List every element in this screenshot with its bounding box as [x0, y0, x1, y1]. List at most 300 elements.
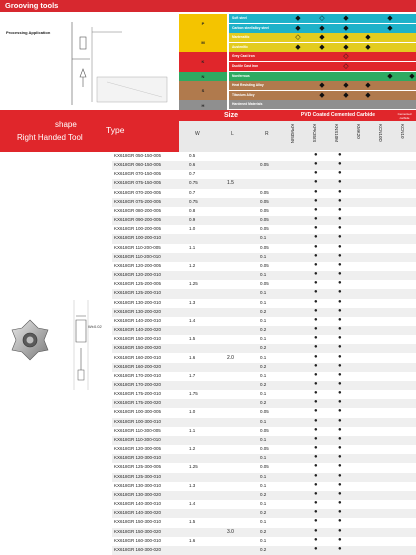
grade-mark-2: ● [338, 234, 342, 241]
r-cell: 0.1 [260, 354, 267, 360]
table-row [112, 509, 416, 518]
suitability-mark: ◆ [295, 15, 301, 22]
r-cell: 0.1 [260, 455, 267, 461]
grade-column-2: KPK35IS [312, 124, 317, 143]
type-cell: KX618GR 150-300-020 [114, 528, 162, 534]
grade-mark-2: ● [338, 152, 342, 158]
table-row [112, 262, 416, 271]
grade-mark-1: ● [314, 481, 318, 488]
r-cell: 0.05 [260, 262, 269, 268]
type-cell: KX618GR 175-200-010 [114, 391, 162, 397]
r-cell: 0.1 [260, 473, 267, 479]
type-cell: KX618GR 110-200-005 [114, 244, 161, 250]
type-cell: KX618GR 100-300-010 [114, 418, 162, 424]
table-row [112, 170, 416, 179]
type-cell: KX618GR 140-300-020 [114, 510, 162, 516]
grade-mark-1: ● [314, 454, 318, 461]
grade-mark-2: ● [338, 390, 342, 397]
suitability-mark: ◆ [365, 34, 371, 42]
r-cell: 0.1 [260, 519, 267, 525]
type-cell: KX618GR 110-300-010 [114, 436, 161, 442]
grade-mark-1: ● [314, 490, 318, 497]
grade-mark-2: ● [338, 252, 342, 259]
table-row [112, 344, 416, 353]
grade-mark-1: ● [314, 445, 318, 452]
w-cell: 1.0 [189, 226, 196, 232]
grade-mark-2: ● [338, 362, 342, 369]
grade-mark-2: ● [338, 307, 342, 314]
type-cell: KX618GR 060-150-005 [114, 162, 162, 168]
grade-mark-1: ● [314, 179, 318, 186]
r-cell: 0.1 [260, 253, 267, 259]
type-cell: KX618GR 070-200-005 [114, 189, 162, 195]
table-row [112, 445, 416, 454]
table-row [112, 463, 416, 472]
suitability-mark [357, 100, 379, 109]
material-name: Carbon steel/alloy steel [232, 25, 269, 30]
suitability-mark: ◆ [319, 24, 325, 32]
grade-mark-2: ● [338, 353, 342, 360]
type-cell: KX618GR 160-300-020 [114, 546, 162, 552]
grade-mark-2: ● [338, 454, 342, 461]
type-cell: KX618GR 100-300-005 [114, 409, 162, 415]
w-cell: 1.7 [189, 372, 196, 378]
r-cell: 0.1 [260, 418, 267, 424]
suitability-mark [379, 43, 401, 52]
grade-mark-2: ● [338, 509, 342, 516]
w-cell: 1.1 [189, 244, 196, 250]
r-cell: 0.2 [260, 381, 267, 387]
r-cell: 0.05 [260, 189, 269, 195]
table-row [112, 198, 416, 207]
w-cell: 1.2 [189, 446, 196, 452]
table-row [112, 381, 416, 390]
r-cell: 0.05 [260, 226, 269, 232]
w-cell: 1.6 [189, 354, 196, 360]
grade-mark-1: ● [314, 536, 318, 543]
material-name: Ductile Cast Iron [232, 64, 259, 68]
suitability-mark [287, 72, 309, 81]
table-row [112, 326, 416, 335]
type-cell: KX618GR 130-200-010 [114, 299, 162, 305]
suitability-mark [287, 91, 309, 100]
r-cell: 0.1 [260, 537, 267, 543]
type-cell: KX618GR 125-200-005 [114, 281, 162, 287]
grade-mark-1: ● [314, 417, 318, 424]
suitability-mark: ◆ [319, 91, 325, 99]
table-row [112, 244, 416, 253]
l-value: 3.0 [227, 528, 234, 535]
table-row [112, 271, 416, 280]
type-cell: KX618GR 110-300-005 [114, 427, 161, 433]
grade-column-1: KPM35IN [290, 124, 295, 144]
grade-mark-2: ● [338, 435, 342, 442]
r-cell: 0.05 [260, 244, 269, 250]
type-cell: KX618GR 140-300-010 [114, 501, 162, 507]
suitability-mark [357, 24, 379, 33]
grade-mark-2: ● [338, 170, 342, 177]
r-cell: 0.2 [260, 327, 267, 333]
w-cell: 1.25 [189, 464, 198, 470]
table-row [112, 253, 416, 262]
material-name: Grey Cast Iron [232, 54, 255, 59]
grade-mark-1: ● [314, 509, 318, 516]
type-cell: KX618GR 125-300-005 [114, 464, 162, 470]
grade-mark-2: ● [338, 298, 342, 305]
table-row [112, 518, 416, 527]
table-row [112, 390, 416, 399]
grade-mark-1: ● [314, 335, 318, 342]
suitability-mark [379, 33, 401, 42]
page-title: Grooving tools [5, 1, 59, 10]
table-row [112, 537, 416, 546]
r-cell: 0.05 [260, 446, 269, 452]
r-cell: 0.2 [260, 510, 267, 516]
r-cell: 0.2 [260, 546, 267, 552]
grade-mark-1: ● [314, 216, 318, 223]
r-cell: 0.1 [260, 272, 267, 278]
type-cell: KX618GR 150-200-020 [114, 345, 162, 351]
r-cell: 0.1 [260, 290, 267, 296]
grade-mark-1: ● [314, 280, 318, 287]
table-row [112, 216, 416, 225]
grade-mark-1: ● [314, 307, 318, 314]
r-cell: 0.1 [260, 436, 267, 442]
grade-mark-1: ● [314, 344, 318, 351]
table-row [112, 234, 416, 243]
insert-image [8, 318, 52, 362]
suitability-mark: ◆ [387, 72, 393, 80]
column-subheader [179, 121, 416, 152]
table-row [112, 189, 416, 198]
suitability-mark: ◆ [319, 43, 325, 51]
material-code-m: M [179, 33, 227, 52]
grade-mark-2: ● [338, 399, 342, 406]
grade-mark-2: ● [338, 261, 342, 268]
w-column-heading: W [195, 131, 200, 137]
type-cell: KX618GR 120-200-005 [114, 262, 162, 268]
table-row [112, 152, 416, 161]
l-column-heading: L [231, 131, 234, 137]
grade-mark-2: ● [338, 326, 342, 333]
type-cell: KX618GR 090-200-005 [114, 217, 162, 223]
type-cell: KX618GR 120-300-010 [114, 455, 162, 461]
type-cell: KX618GR 160-300-010 [114, 537, 162, 543]
suitability-mark [311, 62, 333, 71]
w-cell: 0.8 [189, 207, 196, 213]
table-row [112, 363, 416, 372]
type-cell: KX618GR 110-200-010 [114, 253, 161, 259]
grade-mark-2: ● [338, 243, 342, 250]
grade-mark-2: ● [338, 206, 342, 213]
grade-column-3: KNS10M [334, 124, 339, 143]
grade-mark-2: ● [338, 490, 342, 497]
material-name: Soft steel [232, 16, 247, 20]
grade-mark-1: ● [314, 390, 318, 397]
grade-mark-2: ● [338, 344, 342, 351]
grade-mark-2: ● [338, 481, 342, 488]
suitability-mark [379, 62, 401, 71]
r-cell: 0.1 [260, 235, 267, 241]
material-row [179, 81, 416, 90]
w-cell: 1.25 [189, 281, 198, 287]
grade-mark-2: ● [338, 518, 342, 525]
material-name: Austenitic [232, 44, 248, 49]
suitability-mark: ◆ [343, 43, 349, 51]
suitability-mark: ◆ [319, 34, 325, 42]
w-cell: 0.6 [189, 162, 196, 168]
material-name: Martensitic [232, 35, 250, 40]
r-cell: 0.1 [260, 317, 267, 323]
table-row [112, 308, 416, 317]
suitability-mark: ◆ [295, 24, 301, 32]
l-value: 2.0 [227, 354, 234, 361]
w-cell: 1.4 [189, 501, 196, 507]
grade-mark-2: ● [338, 500, 342, 507]
w-cell: 1.6 [189, 537, 196, 543]
table-row [112, 207, 416, 216]
r-cell: 0.05 [260, 464, 269, 470]
suitability-mark [311, 52, 333, 61]
grade-mark-2: ● [338, 417, 342, 424]
grade-mark-1: ● [314, 399, 318, 406]
grade-mark-2: ● [338, 161, 342, 168]
grade-mark-1: ● [314, 152, 318, 158]
r-cell: 0.1 [260, 501, 267, 507]
w-cell: 1.0 [189, 409, 196, 415]
table-row [112, 473, 416, 482]
table-row [112, 546, 416, 555]
w-cell: 1.2 [189, 262, 196, 268]
grade-mark-1: ● [314, 316, 318, 323]
r-cell: 0.05 [260, 409, 269, 415]
w-cell: 1.3 [189, 482, 196, 488]
grade-mark-1: ● [314, 188, 318, 195]
type-cell: KX618GR 150-300-010 [114, 519, 162, 525]
material-row [179, 72, 416, 81]
table-row [112, 280, 416, 289]
table-row [112, 408, 416, 417]
processing-application-drawing [62, 17, 176, 109]
grade-mark-2: ● [338, 426, 342, 433]
table-row [112, 372, 416, 381]
suitability-mark: ◆ [387, 24, 393, 32]
grade-mark-2: ● [338, 408, 342, 415]
grade-mark-2: ● [338, 445, 342, 452]
type-cell: KX618GR 125-200-010 [114, 290, 162, 296]
size-heading: Size [179, 110, 283, 121]
r-cell: 0.1 [260, 391, 267, 397]
type-cell: KX618GR 175-200-020 [114, 400, 162, 406]
type-cell: KX618GR 160-200-020 [114, 363, 162, 369]
type-heading: Type [106, 125, 125, 135]
material-row [179, 24, 416, 33]
grade-mark-1: ● [314, 362, 318, 369]
table-row [112, 482, 416, 491]
r-cell: 0.05 [260, 217, 269, 223]
r-cell: 0.1 [260, 482, 267, 488]
grade-mark-1: ● [314, 271, 318, 278]
material-row [179, 62, 416, 71]
table-row [112, 161, 416, 170]
suitability-mark: ◆ [365, 82, 371, 90]
type-cell: KX618GR 070-150-005 [114, 171, 162, 177]
material-code-p: P [179, 14, 227, 33]
r-cell: 0.1 [260, 336, 267, 342]
grade-mark-1: ● [314, 353, 318, 360]
grade-mark-2: ● [338, 463, 342, 470]
r-cell: 0.05 [260, 162, 269, 168]
suitability-mark [311, 100, 333, 109]
suitability-mark: ◇ [343, 53, 349, 61]
cemented-carbide-heading: Cemented carbide [393, 110, 416, 121]
type-cell: KX618GR 125-300-010 [114, 473, 162, 479]
w-tolerance-label: W±0.02 [88, 324, 102, 329]
material-row [179, 14, 416, 23]
suitability-mark: ◆ [343, 15, 349, 22]
grade-mark-2: ● [338, 472, 342, 479]
grade-column-5: KCN10D [378, 124, 383, 142]
suitability-mark: ◆ [343, 91, 349, 99]
suitability-mark [335, 100, 357, 109]
grade-mark-2: ● [338, 188, 342, 195]
grade-mark-2: ● [338, 289, 342, 296]
r-cell: 0.05 [260, 198, 269, 204]
type-cell: KX618GR 140-200-010 [114, 317, 162, 323]
grade-column-6: KCN10 [400, 124, 405, 139]
suitability-mark: ◆ [343, 24, 349, 32]
grade-mark-1: ● [314, 261, 318, 268]
suitability-mark [357, 52, 379, 61]
w-cell: 1.4 [189, 317, 196, 323]
table-row [112, 317, 416, 326]
suitability-mark [379, 91, 401, 100]
material-row [179, 91, 416, 100]
suitability-mark [287, 52, 309, 61]
type-cell: KX618GR 100-200-010 [114, 235, 162, 241]
r-column-heading: R [265, 131, 269, 137]
grade-mark-1: ● [314, 197, 318, 204]
table-row [112, 299, 416, 308]
type-cell: KX618GR 140-200-020 [114, 327, 162, 333]
grade-mark-2: ● [338, 380, 342, 387]
grade-mark-1: ● [314, 298, 318, 305]
r-cell: 0.1 [260, 299, 267, 305]
r-cell: 0.2 [260, 363, 267, 369]
r-cell: 0.1 [260, 372, 267, 378]
suitability-mark: ◇ [343, 63, 349, 70]
suitability-mark [335, 72, 357, 81]
suitability-mark: ◆ [295, 43, 301, 51]
suitability-mark: ◆ [343, 34, 349, 42]
grade-mark-2: ● [338, 225, 342, 232]
r-cell: 0.2 [260, 528, 267, 534]
suitability-mark [379, 52, 401, 61]
r-cell: 0.05 [260, 207, 269, 213]
grade-mark-1: ● [314, 426, 318, 433]
table-row [112, 399, 416, 408]
r-cell: 0.05 [260, 281, 269, 287]
shape-heading: shape [55, 120, 77, 129]
suitability-mark [287, 62, 309, 71]
grade-mark-1: ● [314, 371, 318, 378]
title-bar [0, 0, 416, 12]
w-cell: 0.75 [189, 198, 198, 204]
grade-mark-2: ● [338, 527, 342, 534]
grade-mark-2: ● [338, 197, 342, 204]
table-row [112, 427, 416, 436]
r-cell: 0.2 [260, 308, 267, 314]
grade-mark-1: ● [314, 435, 318, 442]
table-row [112, 418, 416, 427]
table-row [112, 225, 416, 234]
type-cell: KX618GR 120-300-005 [114, 446, 162, 452]
grade-mark-2: ● [338, 271, 342, 278]
type-cell: KX618GR 080-200-005 [114, 207, 162, 213]
grade-mark-1: ● [314, 545, 318, 552]
grade-mark-1: ● [314, 518, 318, 525]
grade-mark-1: ● [314, 170, 318, 177]
w-cell: 0.7 [189, 171, 196, 177]
product-header [0, 110, 179, 152]
material-code-k: K [179, 52, 227, 71]
type-cell: KX618GR 120-200-010 [114, 272, 162, 278]
r-cell: 0.2 [260, 491, 267, 497]
type-cell: KX618GR 075-200-005 [114, 198, 162, 204]
suitability-mark: ◆ [387, 15, 393, 22]
grade-mark-2: ● [338, 216, 342, 223]
grade-column-4: KMK20 [356, 124, 361, 139]
suitability-mark: ◆ [343, 82, 349, 90]
table-row [112, 528, 416, 537]
grade-mark-2: ● [338, 371, 342, 378]
material-name: Hardened Materials [232, 102, 263, 107]
suitability-mark: ◇ [319, 15, 325, 22]
grade-mark-1: ● [314, 252, 318, 259]
tool-dimension-drawing [54, 300, 112, 390]
type-cell: KX618GR 075-150-005 [114, 180, 162, 186]
suitability-mark: ◇ [295, 34, 301, 42]
type-cell: KX618GR 130-200-020 [114, 308, 162, 314]
grade-mark-1: ● [314, 380, 318, 387]
table-row [112, 335, 416, 344]
suitability-mark [357, 14, 379, 23]
suitability-mark [287, 81, 309, 90]
type-cell: KX618GR 170-200-020 [114, 381, 162, 387]
suitability-mark: ◆ [319, 82, 325, 90]
tool-heading: Right Handed Tool [17, 133, 83, 142]
grade-mark-1: ● [314, 206, 318, 213]
material-row [179, 43, 416, 52]
grade-mark-1: ● [314, 161, 318, 168]
grade-mark-1: ● [314, 408, 318, 415]
material-row [179, 52, 416, 61]
suitability-mark [379, 81, 401, 90]
grade-mark-1: ● [314, 225, 318, 232]
material-code-h: H [179, 100, 227, 110]
grade-mark-1: ● [314, 500, 318, 507]
grade-mark-1: ● [314, 234, 318, 241]
material-name: Heat Resisting Alloy [232, 83, 264, 88]
material-name: Titanium Alloy [232, 92, 255, 97]
r-cell: 0.05 [260, 427, 269, 433]
suitability-mark [357, 62, 379, 71]
suitability-mark: ◆ [365, 91, 371, 99]
type-cell: KX618GR 100-200-005 [114, 226, 162, 232]
w-cell: 1.5 [189, 336, 196, 342]
material-row [179, 100, 416, 109]
grade-mark-1: ● [314, 472, 318, 479]
